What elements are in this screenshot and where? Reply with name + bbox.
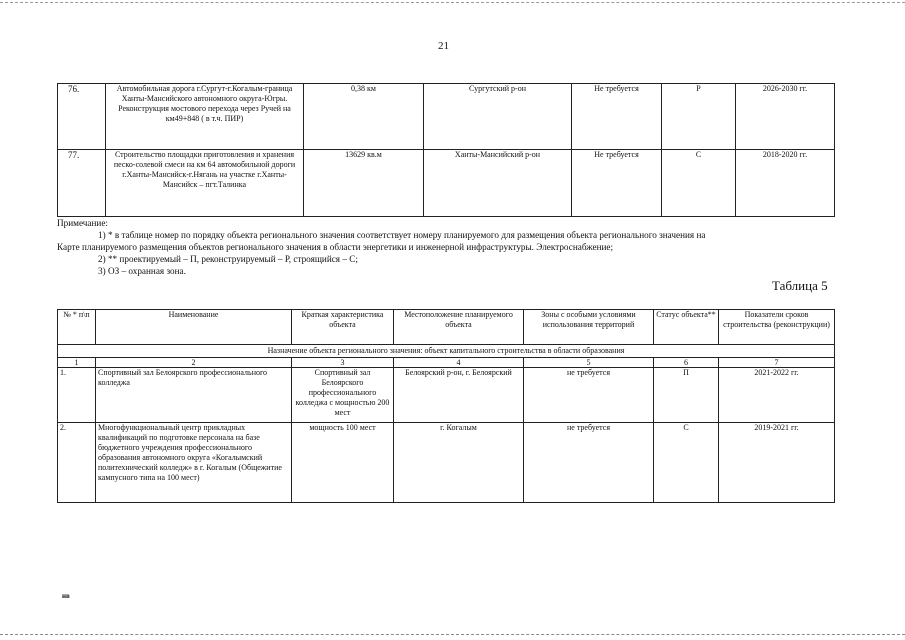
purpose-text: Назначение объекта регионального значения: объект капитального строительства в области образования — [58, 345, 835, 358]
object-period: 2018-2020 гг. — [736, 150, 835, 217]
table-caption: Таблица 5 — [772, 278, 828, 293]
column-number: 1 — [58, 358, 96, 368]
header-period: Показатели сроков строительства (реконструкции) — [719, 310, 835, 345]
row-number: 1. — [58, 368, 96, 423]
header-status: Статус объекта** — [654, 310, 719, 345]
table-row — [58, 423, 835, 503]
object-name: Многофункциональный центр прикладных квалификаций по подготовке персонала на базе бюджетного учреждения профессионального образования автономного округа «Когалымский политехнический колледж» в г. Когалым (Общежитие кампусного типа на 100 мест) — [96, 423, 292, 503]
header-location: Местоположение планируемого объекта — [394, 310, 524, 345]
column-number-row — [58, 358, 835, 368]
object-status: Р — [662, 84, 736, 150]
note-1-line-2: Карте планируемого размещения объектов регионального значения в области энергетики и инженерной инфраструктуры. Электроснабжение; — [57, 242, 614, 252]
object-status: С — [654, 423, 719, 503]
column-number: 3 — [292, 358, 394, 368]
table-row — [58, 150, 835, 217]
footer-mark: нв — [62, 592, 70, 600]
object-zones: не требуется — [524, 368, 654, 423]
object-characteristic: 0,38 км — [304, 84, 424, 150]
object-location: Ханты-Мансийский р-он — [424, 150, 572, 217]
scan-border-bottom — [0, 634, 905, 635]
table-header-row — [58, 310, 835, 345]
object-period: 2021-2022 гг. — [719, 368, 835, 423]
note-1-line-1: 1) * в таблице номер по порядку объекта регионального значения соответствует номеру планируемого для размещения объекта регионального значения на — [98, 230, 706, 240]
object-zones: Не требуется — [572, 84, 662, 150]
scan-border-top — [0, 2, 905, 3]
notes-title: Примечание: — [57, 218, 108, 228]
object-period: 2026-2030 гг. — [736, 84, 835, 150]
object-characteristic: Спортивный зал Белоярского профессионального колледжа с мощностью 200 мест — [292, 368, 394, 423]
note-2: 2) ** проектируемый – П, реконструируемый – Р, строящийся – С; — [98, 254, 358, 264]
column-number: 2 — [96, 358, 292, 368]
object-zones: Не требуется — [572, 150, 662, 217]
object-characteristic: 13629 кв.м — [304, 150, 424, 217]
object-name: Спортивный зал Белоярского профессионального колледжа — [96, 368, 292, 423]
table-row — [58, 84, 835, 150]
column-number: 5 — [524, 358, 654, 368]
object-name: Автомобильная дорога г.Сургут-г.Когалым-граница Ханты-Мансийского автономного округа-Югры. Реконструкция мостового перехода через Ручей на км49+848 ( в т.ч. ПИР) — [106, 84, 304, 150]
header-number: № * п\п — [58, 310, 96, 345]
note-3: 3) ОЗ – охранная зона. — [98, 266, 186, 276]
row-number: 77. — [58, 150, 106, 217]
column-number: 4 — [394, 358, 524, 368]
table-5 — [57, 309, 835, 503]
object-status: С — [662, 150, 736, 217]
header-name: Наименование — [96, 310, 292, 345]
column-number: 6 — [654, 358, 719, 368]
purpose-row — [58, 345, 835, 358]
object-location: г. Когалым — [394, 423, 524, 503]
continued-objects-table — [57, 83, 835, 217]
header-zones: Зоны с особыми условиями использования территорий — [524, 310, 654, 345]
header-characteristic: Краткая характеристика объекта — [292, 310, 394, 345]
row-number: 2. — [58, 423, 96, 503]
object-name: Строительство площадки приготовления и хранения песко-солевой смеси на км 64 автомобильной дороги г.Ханты-Мансийск-г.Нягань на участке г.Ханты-Мансийск – пгт.Талинка — [106, 150, 304, 217]
object-characteristic: мощность 100 мест — [292, 423, 394, 503]
object-status: П — [654, 368, 719, 423]
object-location: Белоярский р-он, г. Белоярский — [394, 368, 524, 423]
row-number: 76. — [58, 84, 106, 150]
table-row — [58, 368, 835, 423]
page-number: 21 — [438, 40, 449, 52]
object-zones: не требуется — [524, 423, 654, 503]
object-period: 2019-2021 гг. — [719, 423, 835, 503]
column-number: 7 — [719, 358, 835, 368]
object-location: Сургутский р-он — [424, 84, 572, 150]
